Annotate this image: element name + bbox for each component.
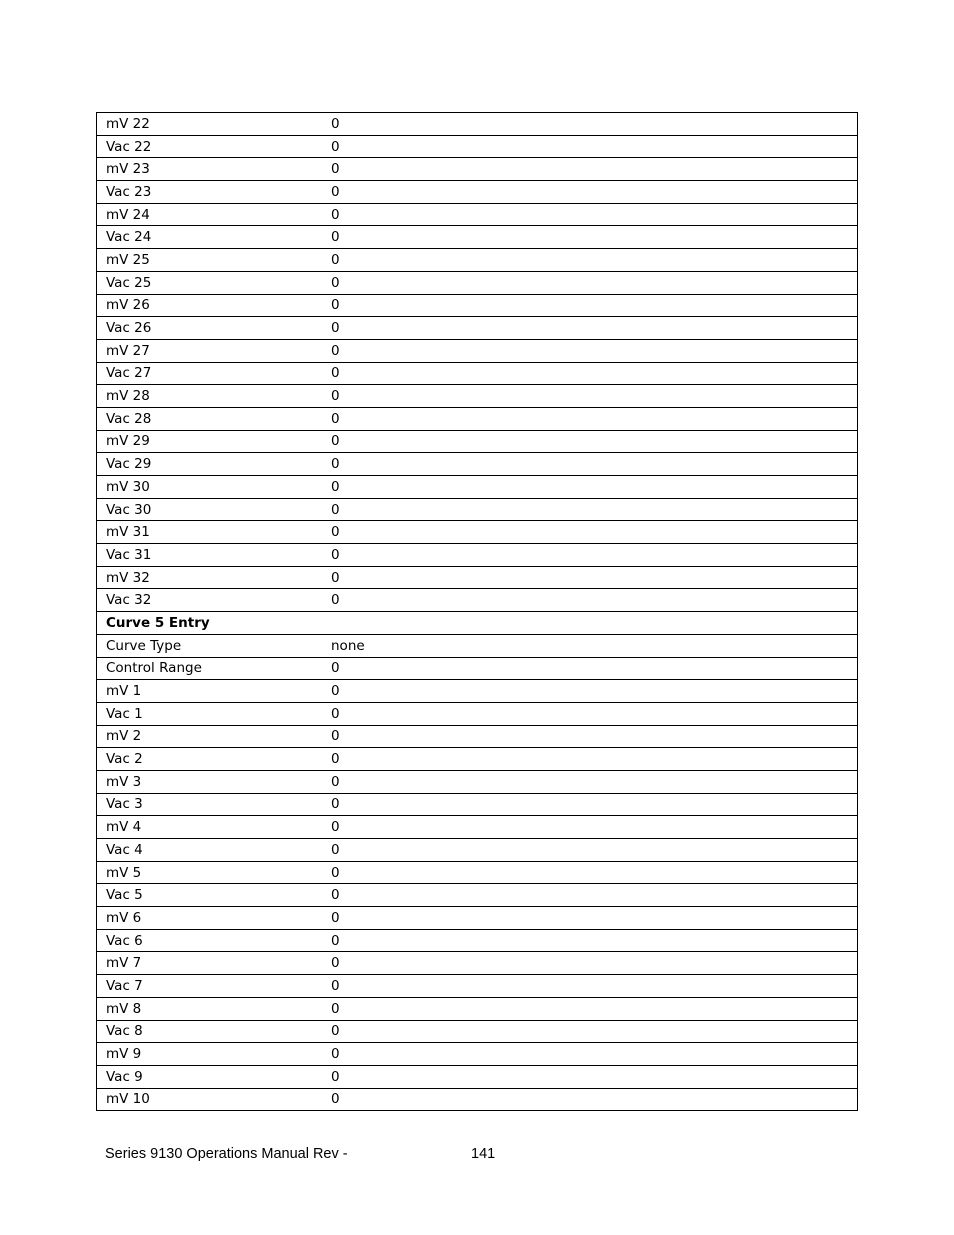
parameter-name: Vac 7 [97, 975, 323, 998]
parameter-value: 0 [322, 521, 858, 544]
table-row [97, 226, 858, 249]
table-row [97, 1043, 858, 1066]
parameter-name: mV 4 [97, 816, 323, 839]
table-row [97, 907, 858, 930]
table-row [97, 498, 858, 521]
parameter-value: none [322, 634, 858, 657]
parameter-value: 0 [322, 135, 858, 158]
parameter-value: 0 [322, 203, 858, 226]
parameter-value: 0 [322, 271, 858, 294]
parameter-name: Vac 27 [97, 362, 323, 385]
parameter-value: 0 [322, 476, 858, 499]
table-row [97, 952, 858, 975]
table-row [97, 317, 858, 340]
table-row [97, 748, 858, 771]
parameter-name: Vac 32 [97, 589, 323, 612]
table-row [97, 929, 858, 952]
parameter-value: 0 [322, 407, 858, 430]
parameter-value: 0 [322, 181, 858, 204]
parameter-value: 0 [322, 702, 858, 725]
parameter-name: Vac 26 [97, 317, 323, 340]
parameter-name: mV 31 [97, 521, 323, 544]
table-row [97, 249, 858, 272]
table-row [97, 793, 858, 816]
table-row [97, 294, 858, 317]
parameter-value: 0 [322, 430, 858, 453]
parameter-name: mV 9 [97, 1043, 323, 1066]
table-row [97, 1088, 858, 1111]
parameter-value: 0 [322, 725, 858, 748]
table-section-row [97, 612, 858, 635]
parameter-name: mV 32 [97, 566, 323, 589]
parameter-value: 0 [322, 362, 858, 385]
parameter-value: 0 [322, 339, 858, 362]
parameter-value: 0 [322, 748, 858, 771]
parameter-value: 0 [322, 770, 858, 793]
table-row [97, 861, 858, 884]
parameter-name: mV 8 [97, 997, 323, 1020]
parameter-name: Vac 4 [97, 839, 323, 862]
parameter-name: Vac 6 [97, 929, 323, 952]
parameter-name: Vac 22 [97, 135, 323, 158]
parameter-value: 0 [322, 907, 858, 930]
table-row [97, 702, 858, 725]
parameter-value: 0 [322, 680, 858, 703]
parameter-value: 0 [322, 884, 858, 907]
parameter-name: mV 24 [97, 203, 323, 226]
table-row [97, 839, 858, 862]
parameter-value: 0 [322, 1065, 858, 1088]
table-row [97, 339, 858, 362]
parameter-value: 0 [322, 294, 858, 317]
parameter-value: 0 [322, 226, 858, 249]
parameter-name: Vac 31 [97, 544, 323, 567]
parameter-name: Vac 25 [97, 271, 323, 294]
table-row [97, 589, 858, 612]
table-row [97, 725, 858, 748]
parameter-name: Vac 8 [97, 1020, 323, 1043]
table-row [97, 657, 858, 680]
parameter-name: mV 22 [97, 113, 323, 136]
table-row [97, 407, 858, 430]
table-row [97, 770, 858, 793]
parameter-name: Vac 3 [97, 793, 323, 816]
parameter-value: 0 [322, 657, 858, 680]
parameter-name: mV 2 [97, 725, 323, 748]
parameter-value: 0 [322, 249, 858, 272]
parameter-name: mV 5 [97, 861, 323, 884]
parameter-name: mV 1 [97, 680, 323, 703]
footer-manual-title: Series 9130 Operations Manual Rev - [105, 1146, 348, 1162]
parameter-name: Vac 1 [97, 702, 323, 725]
parameter-value: 0 [322, 1043, 858, 1066]
table-row [97, 816, 858, 839]
section-heading: Curve 5 Entry [97, 612, 323, 635]
parameter-name: mV 27 [97, 339, 323, 362]
parameter-name: mV 26 [97, 294, 323, 317]
parameter-name: mV 28 [97, 385, 323, 408]
parameter-value: 0 [322, 997, 858, 1020]
parameter-value: 0 [322, 385, 858, 408]
parameter-value: 0 [322, 952, 858, 975]
table-row [97, 476, 858, 499]
table-row [97, 271, 858, 294]
parameter-name: Vac 9 [97, 1065, 323, 1088]
parameter-name: mV 23 [97, 158, 323, 181]
parameter-value: 0 [322, 544, 858, 567]
parameter-table-body [97, 113, 858, 1111]
parameter-table [96, 112, 858, 1111]
parameter-name: Vac 30 [97, 498, 323, 521]
parameter-value: 0 [322, 498, 858, 521]
parameter-value: 0 [322, 1020, 858, 1043]
table-row [97, 385, 858, 408]
footer-page-number: 141 [471, 1146, 496, 1162]
table-row [97, 566, 858, 589]
table-row [97, 884, 858, 907]
table-row [97, 544, 858, 567]
table-row [97, 453, 858, 476]
parameter-value: 0 [322, 113, 858, 136]
parameter-value: 0 [322, 317, 858, 340]
table-row [97, 680, 858, 703]
table-row [97, 997, 858, 1020]
parameter-name: Vac 2 [97, 748, 323, 771]
table-row [97, 430, 858, 453]
parameter-value: 0 [322, 861, 858, 884]
parameter-name: mV 29 [97, 430, 323, 453]
table-row [97, 362, 858, 385]
parameter-value [322, 612, 858, 635]
parameter-value: 0 [322, 816, 858, 839]
table-row [97, 521, 858, 544]
parameter-name: mV 10 [97, 1088, 323, 1111]
parameter-value: 0 [322, 1088, 858, 1111]
table-row [97, 975, 858, 998]
table-row [97, 135, 858, 158]
parameter-name: mV 25 [97, 249, 323, 272]
parameter-name: mV 3 [97, 770, 323, 793]
parameter-name: Vac 23 [97, 181, 323, 204]
table-row [97, 181, 858, 204]
table-row [97, 1020, 858, 1043]
parameter-value: 0 [322, 589, 858, 612]
parameter-name: Vac 28 [97, 407, 323, 430]
table-row [97, 203, 858, 226]
parameter-value: 0 [322, 793, 858, 816]
parameter-name: mV 6 [97, 907, 323, 930]
parameter-name: Curve Type [97, 634, 323, 657]
table-row [97, 113, 858, 136]
table-row [97, 634, 858, 657]
table-row [97, 1065, 858, 1088]
parameter-name: Vac 29 [97, 453, 323, 476]
table-row [97, 158, 858, 181]
parameter-value: 0 [322, 975, 858, 998]
parameter-name: Vac 24 [97, 226, 323, 249]
parameter-value: 0 [322, 929, 858, 952]
parameter-value: 0 [322, 453, 858, 476]
parameter-name: mV 7 [97, 952, 323, 975]
parameter-value: 0 [322, 839, 858, 862]
parameter-name: mV 30 [97, 476, 323, 499]
parameter-name: Control Range [97, 657, 323, 680]
parameter-value: 0 [322, 566, 858, 589]
parameter-name: Vac 5 [97, 884, 323, 907]
parameter-value: 0 [322, 158, 858, 181]
